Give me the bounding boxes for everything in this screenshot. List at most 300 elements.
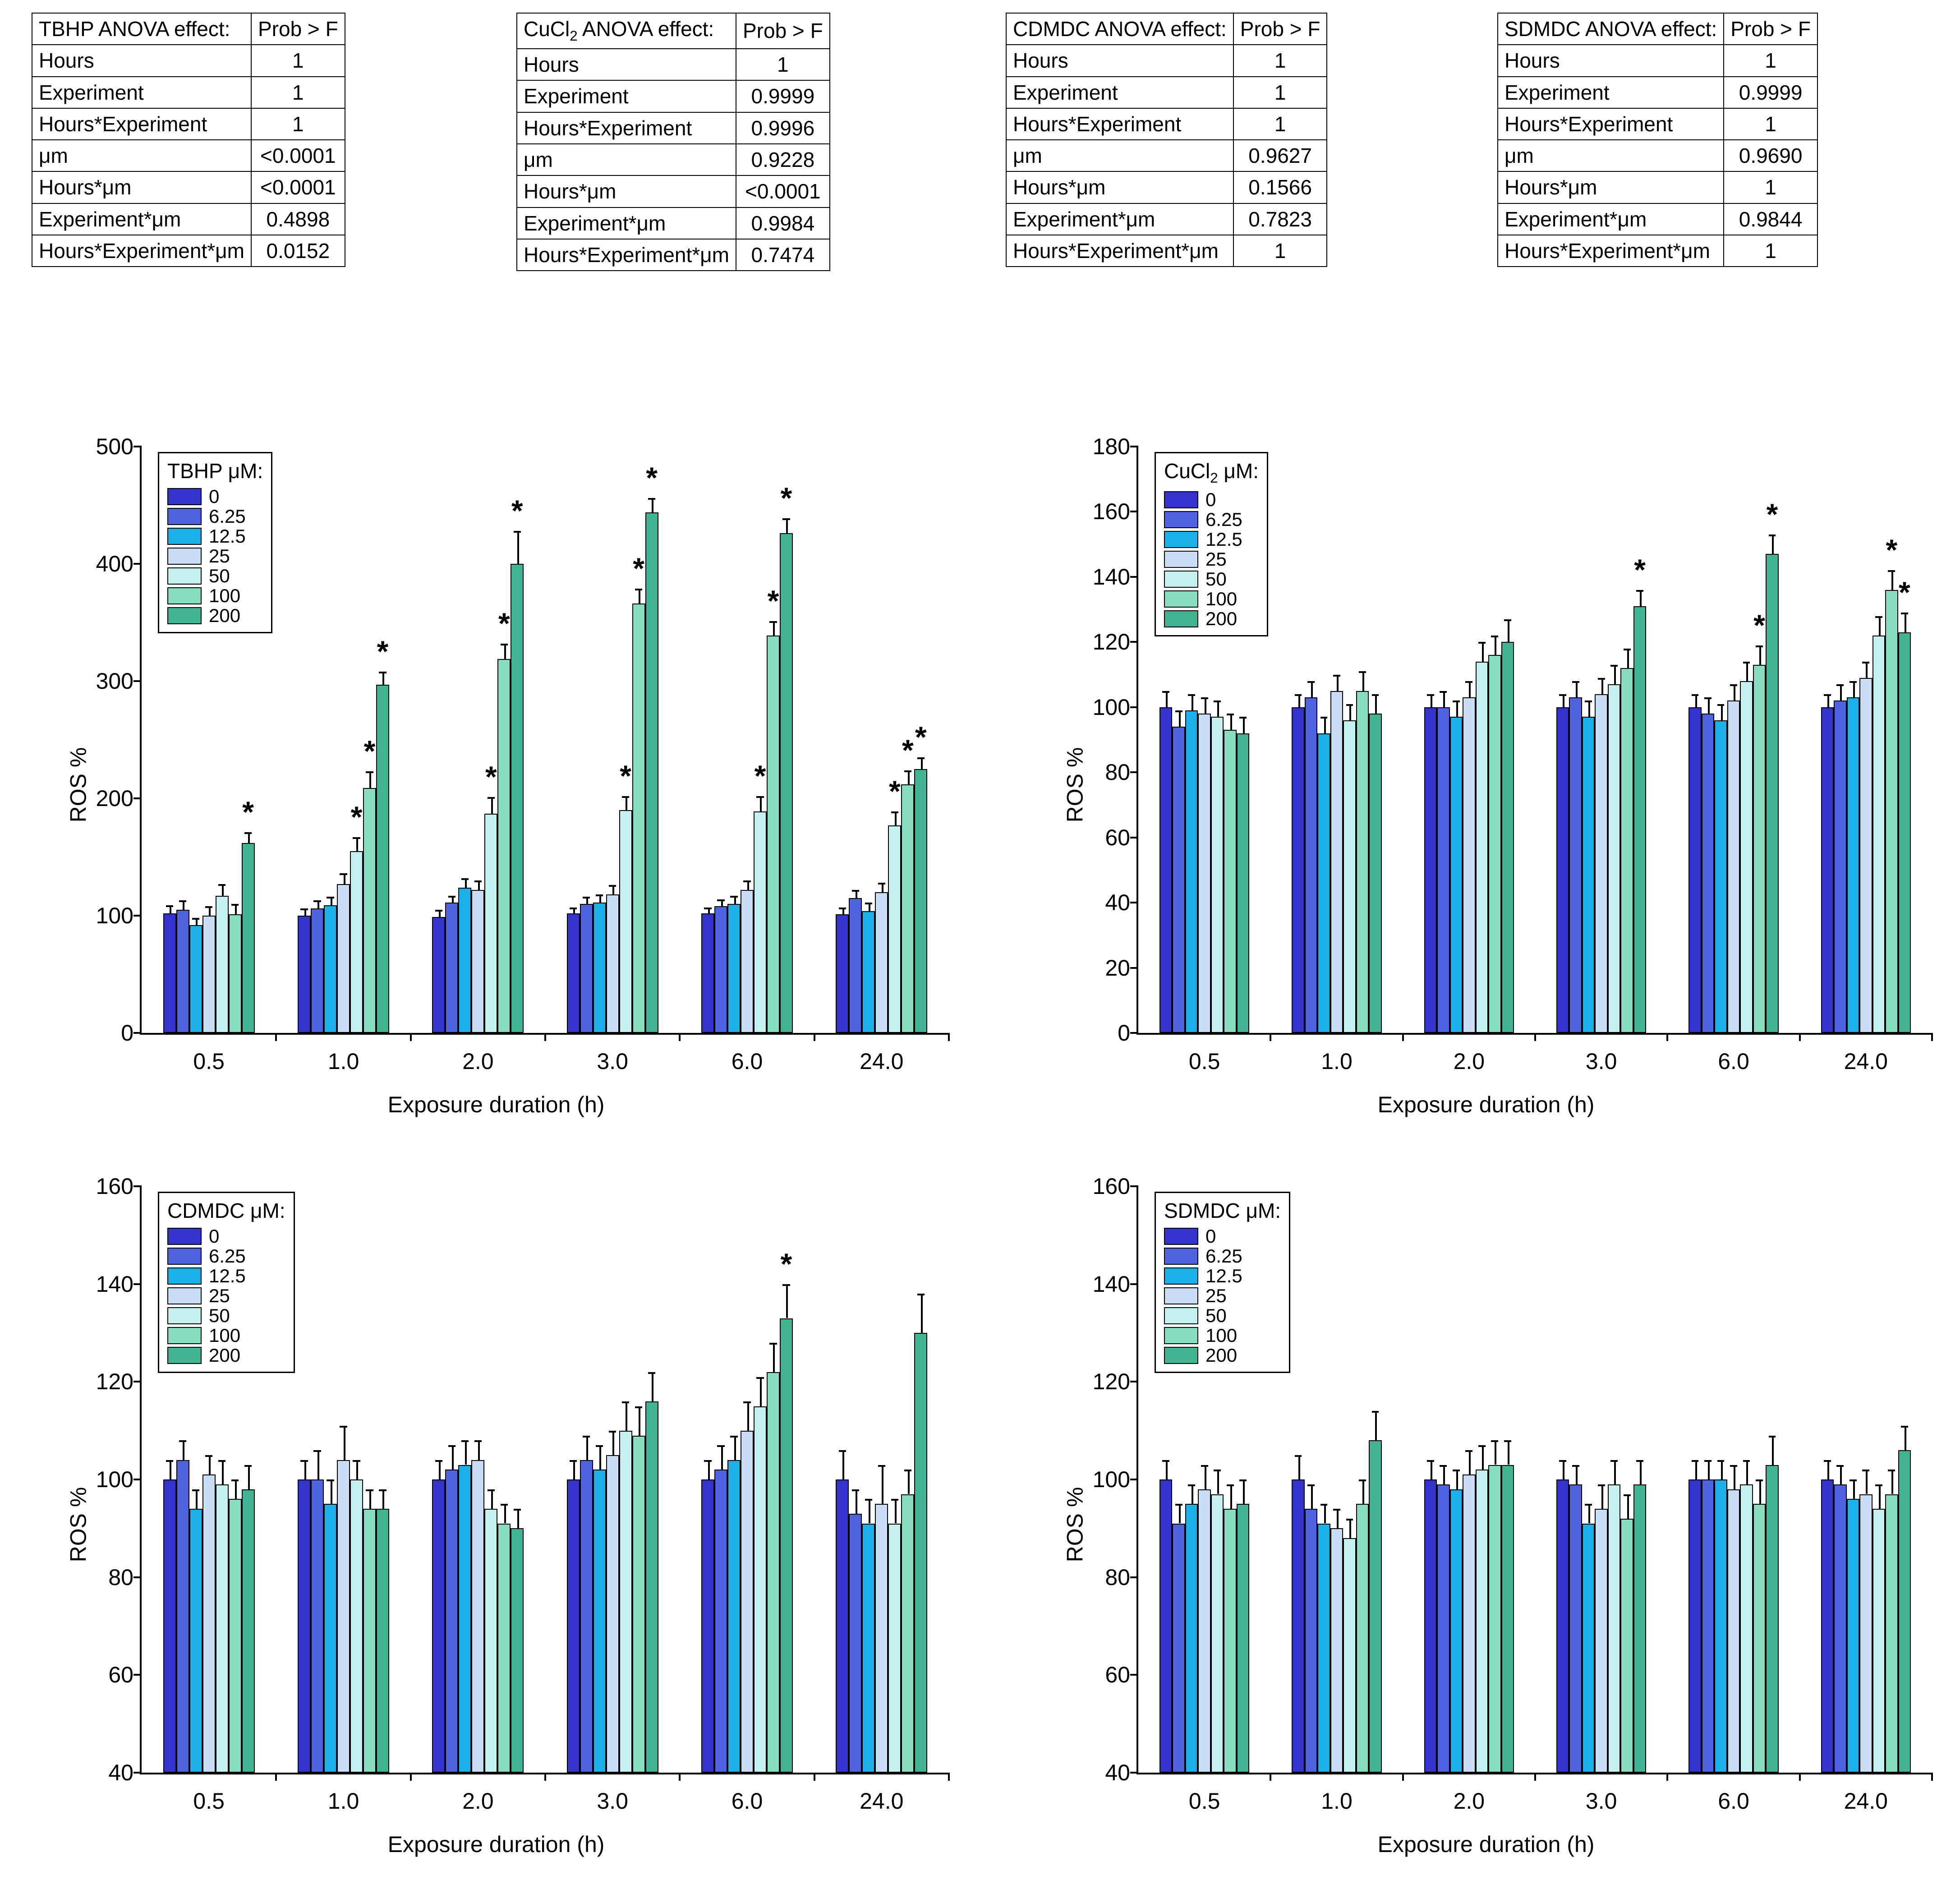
anova-prob-value: <0.0001: [251, 140, 345, 171]
error-bar: [183, 1440, 184, 1460]
bar-cucl2-g4-s1: [1702, 714, 1714, 1033]
error-bar: [1866, 1470, 1868, 1494]
error-bar-cap: [1214, 1470, 1221, 1471]
legend-item: [167, 1226, 285, 1246]
error-bar-cap: [1636, 590, 1643, 592]
bar-tbhp-g3-s3: [606, 894, 619, 1033]
error-bar: [895, 811, 897, 825]
error-bar: [170, 1460, 171, 1479]
legend-swatch: [1164, 1287, 1198, 1304]
bar-sdmdc-g0-s4: [1211, 1494, 1224, 1773]
legend-label: 200: [209, 1345, 241, 1366]
legend-swatch: [1164, 1248, 1198, 1265]
error-bar-cap: [1862, 1470, 1869, 1471]
error-bar-cap: [218, 1460, 225, 1462]
legend-label: 25: [209, 1285, 230, 1306]
error-bar-cap: [1440, 1465, 1447, 1467]
bar-cucl2-g5-s5: [1885, 590, 1898, 1033]
y-axis-tick-mark: [133, 915, 142, 917]
y-axis-tick-label: 140: [96, 1271, 133, 1297]
error-bar: [356, 1460, 358, 1479]
bar-cucl2-g4-s4: [1740, 681, 1753, 1033]
bar-cucl2-g3-s2: [1582, 717, 1595, 1033]
error-bar-cap: [244, 1465, 252, 1467]
x-axis-label: Exposure duration (h): [1377, 1092, 1595, 1117]
error-bar-cap: [1559, 1460, 1566, 1462]
anova-prob-value: 0.9627: [1233, 140, 1327, 171]
legend-item: [167, 1246, 285, 1266]
legend-swatch: [1164, 571, 1198, 588]
bar-cdmdc-g2-s6: [511, 1528, 524, 1773]
table-row: [1498, 235, 1817, 267]
error-bar: [1230, 714, 1232, 730]
bar-cucl2-g0-s2: [1185, 710, 1198, 1033]
error-bar-cap: [1585, 1504, 1592, 1506]
table-row: [517, 239, 830, 271]
error-bar-cap: [1756, 1479, 1763, 1481]
anova-effect-label: Hours*μm: [1498, 171, 1724, 203]
error-bar-cap: [839, 1450, 846, 1452]
table-row: [517, 49, 830, 80]
table-row: [517, 144, 830, 175]
error-bar: [1337, 1509, 1339, 1528]
error-bar: [452, 1445, 454, 1470]
error-bar-cap: [179, 900, 186, 902]
error-bar-cap: [839, 908, 846, 909]
x-axis-tick-mark: [544, 1033, 546, 1041]
legend-label: 0: [1205, 489, 1216, 511]
bar-sdmdc-g2-s1: [1437, 1484, 1449, 1773]
error-bar: [1375, 694, 1377, 714]
x-axis-tick-mark: [1931, 1033, 1933, 1041]
bar-cucl2-g4-s3: [1727, 700, 1740, 1033]
error-bar-cap: [622, 796, 629, 798]
error-bar-cap: [366, 771, 373, 773]
error-bar: [517, 531, 519, 564]
error-bar-cap: [340, 873, 347, 875]
error-bar-cap: [609, 1431, 616, 1433]
error-bar: [369, 771, 371, 788]
anova-table-tbhp: [32, 13, 345, 267]
legend-swatch: [167, 1327, 202, 1344]
error-bar: [504, 644, 506, 659]
significance-marker: *: [767, 584, 779, 618]
error-bar: [491, 1489, 493, 1509]
error-bar-cap: [1440, 691, 1447, 693]
bar-cdmdc-g4-s3: [741, 1431, 754, 1773]
bar-sdmdc-g3-s0: [1556, 1479, 1569, 1773]
legend-swatch: [1164, 590, 1198, 608]
error-bar-cap: [448, 896, 455, 898]
legend-swatch: [1164, 551, 1198, 568]
error-bar: [639, 1406, 640, 1436]
x-axis-tick-mark: [410, 1773, 412, 1781]
table-row: [1006, 45, 1327, 76]
anova-header-effect: CuCl$_2$ ANOVA effect:: [517, 13, 736, 49]
anova-table-body-tbhp: [32, 13, 345, 267]
table-row: [32, 45, 345, 76]
legend-label: 12.5: [1205, 529, 1242, 550]
anova-header-row: [32, 13, 345, 45]
y-axis-label: ROS %: [65, 747, 91, 823]
legend-swatch: [1164, 491, 1198, 508]
table-row: [1006, 235, 1327, 267]
y-axis-tick-label: 80: [108, 1564, 133, 1590]
x-axis-tick-label: 6.0: [1718, 1788, 1749, 1814]
significance-marker: *: [646, 461, 658, 495]
legend-swatch: [1164, 1228, 1198, 1245]
anova-header-row: [1498, 13, 1817, 45]
error-bar: [573, 1460, 575, 1479]
anova-prob-value: 0.4898: [251, 203, 345, 235]
y-axis-tick-mark: [1130, 1674, 1138, 1676]
table-row: [517, 112, 830, 144]
error-bar: [1482, 1445, 1484, 1470]
error-bar-cap: [1478, 642, 1486, 644]
legend-item: [167, 1286, 285, 1306]
x-axis-tick-label: 0.5: [193, 1788, 225, 1814]
anova-effect-label: Hours*Experiment*μm: [1006, 235, 1233, 267]
error-bar: [248, 1465, 250, 1489]
x-axis-tick-label: 6.0: [1718, 1049, 1749, 1074]
anova-effect-label: Hours*Experiment*μm: [1498, 235, 1724, 267]
y-axis-tick-label: 100: [96, 903, 133, 928]
legend-item: [1164, 589, 1259, 609]
error-bar: [222, 1460, 224, 1484]
error-bar: [1891, 1470, 1893, 1494]
error-bar-cap: [474, 880, 482, 882]
anova-effect-label: Hours*Experiment: [1006, 108, 1233, 140]
error-bar: [1576, 1465, 1578, 1484]
bar-sdmdc-g2-s2: [1450, 1489, 1463, 1773]
bar-sdmdc-g4-s3: [1727, 1489, 1740, 1773]
y-axis-tick-label: 180: [1092, 434, 1130, 459]
error-bar: [209, 1455, 211, 1474]
table-row: [517, 207, 830, 239]
error-bar: [652, 1372, 653, 1401]
bar-cucl2-g2-s4: [1476, 662, 1488, 1033]
anova-header-row: [1006, 13, 1327, 45]
bar-tbhp-g2-s4: [484, 814, 497, 1033]
error-bar-cap: [852, 890, 859, 892]
legend-title: CuCl$_2$ μM:: [1164, 459, 1259, 486]
x-axis-tick-mark: [1666, 1033, 1668, 1041]
bar-sdmdc-g0-s0: [1159, 1479, 1172, 1773]
x-axis-tick-label: 3.0: [597, 1049, 628, 1074]
error-bar: [1495, 636, 1496, 655]
anova-prob-value: 1: [1724, 235, 1817, 267]
error-bar-cap: [179, 1440, 186, 1442]
error-bar: [1708, 1460, 1710, 1479]
bar-tbhp-g3-s4: [619, 810, 632, 1033]
legend-item: [167, 1306, 285, 1326]
error-bar: [465, 1440, 467, 1465]
error-bar: [869, 1499, 870, 1523]
x-axis-tick-label: 0.5: [1188, 1049, 1220, 1074]
error-bar: [517, 1509, 519, 1528]
error-bar-cap: [1824, 694, 1831, 696]
error-bar-cap: [501, 644, 508, 645]
legend-swatch: [167, 528, 202, 545]
bar-cucl2-g4-s0: [1689, 707, 1701, 1033]
table-row: [32, 171, 345, 203]
significance-marker: *: [498, 606, 510, 640]
bar-cdmdc-g5-s6: [914, 1333, 927, 1773]
legend-label: 6.25: [209, 506, 246, 527]
y-axis-tick-mark: [1130, 1576, 1138, 1578]
anova-table-cucl2: [516, 13, 830, 271]
error-bar-cap: [596, 1445, 603, 1447]
error-bar: [1192, 1484, 1193, 1504]
error-bar: [1205, 1465, 1206, 1489]
anova-effect-label: Experiment*μm: [1006, 203, 1233, 235]
error-bar-cap: [448, 1445, 455, 1447]
y-axis-tick-label: 120: [1092, 1369, 1130, 1395]
error-bar: [1349, 704, 1351, 720]
legend-label: 6.25: [1205, 509, 1242, 530]
x-axis-tick-mark: [544, 1773, 546, 1781]
error-bar-cap: [379, 1489, 386, 1491]
x-axis-tick-mark: [275, 1033, 277, 1041]
error-bar-cap: [1730, 1465, 1737, 1467]
error-bar-cap: [1610, 1460, 1618, 1462]
x-axis-tick-mark: [948, 1033, 950, 1041]
error-bar-cap: [300, 908, 308, 910]
y-axis-tick-label: 200: [96, 786, 133, 811]
bar-cdmdc-g5-s5: [901, 1494, 914, 1773]
anova-table-sdmdc: [1497, 13, 1818, 267]
error-bar-cap: [1465, 1450, 1472, 1452]
error-bar: [842, 1450, 844, 1479]
y-axis-tick-mark: [1130, 576, 1138, 578]
table-row: [1498, 140, 1817, 171]
bar-cdmdc-g5-s2: [862, 1524, 875, 1773]
bar-tbhp-g1-s1: [311, 908, 324, 1033]
bar-cdmdc-g2-s0: [432, 1479, 445, 1773]
bar-cucl2-g4-s6: [1766, 554, 1778, 1033]
anova-table-body-sdmdc: [1498, 13, 1817, 267]
error-bar-cap: [1320, 717, 1328, 719]
error-bar-cap: [1465, 681, 1472, 683]
anova-effect-label: μm: [517, 144, 736, 175]
legend-item: [167, 1326, 285, 1345]
error-bar-cap: [1307, 681, 1315, 683]
significance-marker: *: [915, 720, 927, 754]
error-bar: [1482, 642, 1484, 661]
error-bar: [652, 498, 653, 512]
legend-item: [1164, 530, 1259, 549]
error-bar-cap: [1610, 665, 1618, 667]
error-bar: [1166, 1460, 1168, 1479]
x-axis-tick-label: 0.5: [1188, 1788, 1220, 1814]
significance-marker: *: [620, 759, 631, 793]
bar-cdmdc-g3-s5: [632, 1436, 645, 1773]
error-bar: [1311, 681, 1313, 697]
error-bar-cap: [1901, 613, 1908, 614]
x-axis-tick-mark: [1270, 1033, 1271, 1041]
error-bar-cap: [1491, 636, 1498, 637]
anova-effect-label: Experiment*μm: [1498, 203, 1724, 235]
bar-tbhp-g0-s2: [189, 925, 202, 1033]
legend-label: 50: [209, 1305, 230, 1326]
table-row: [1498, 108, 1817, 140]
anova-header-prob: Prob > F: [1724, 13, 1817, 45]
anova-effect-label: μm: [1498, 140, 1724, 171]
bar-cdmdc-g1-s2: [324, 1504, 337, 1773]
bar-cdmdc-g1-s0: [298, 1479, 311, 1773]
error-bar: [1205, 697, 1206, 714]
significance-marker: *: [1886, 533, 1898, 567]
x-axis-label: Exposure duration (h): [1377, 1832, 1595, 1857]
error-bar-cap: [1201, 697, 1208, 699]
x-axis-tick-label: 6.0: [731, 1788, 763, 1814]
table-row: [32, 108, 345, 140]
y-axis-tick-mark: [133, 1032, 142, 1034]
anova-header-row: [517, 13, 830, 49]
bar-cdmdc-g3-s6: [645, 1401, 658, 1773]
bar-cdmdc-g2-s2: [458, 1465, 471, 1773]
legend-item: [1164, 1286, 1281, 1306]
error-bar-cap: [1359, 1479, 1366, 1481]
error-bar: [1443, 691, 1445, 707]
legend-label: 0: [209, 486, 220, 507]
anova-prob-value: 1: [1724, 171, 1817, 203]
y-axis-tick-mark: [1130, 446, 1138, 447]
error-bar: [504, 1504, 506, 1523]
y-axis-tick-mark: [133, 680, 142, 682]
error-bar: [1879, 1484, 1881, 1509]
error-bar-cap: [1333, 675, 1340, 677]
error-bar-cap: [313, 900, 321, 902]
bar-sdmdc-g1-s2: [1317, 1524, 1330, 1773]
anova-prob-value: 0.9984: [736, 207, 830, 239]
x-axis-tick-mark: [410, 1033, 412, 1041]
bar-sdmdc-g1-s6: [1369, 1440, 1381, 1773]
table-row: [1006, 77, 1327, 108]
bar-cucl2-g3-s1: [1569, 697, 1582, 1033]
error-bar: [1614, 665, 1616, 684]
y-axis-tick-mark: [133, 446, 142, 447]
error-bar: [1230, 1484, 1232, 1509]
error-bar-cap: [1730, 684, 1737, 686]
bar-tbhp-g4-s6: [780, 533, 793, 1033]
chart-cdmdc: [27, 1173, 965, 1876]
bar-sdmdc-g3-s4: [1608, 1484, 1620, 1773]
x-axis-tick-mark: [1931, 1773, 1933, 1781]
anova-prob-value: 0.1566: [1233, 171, 1327, 203]
error-bar-cap: [461, 1440, 469, 1442]
bar-tbhp-g4-s5: [767, 636, 780, 1033]
bar-sdmdc-g4-s5: [1753, 1504, 1766, 1773]
bar-tbhp-g2-s6: [511, 564, 524, 1033]
x-axis-tick-label: 2.0: [1453, 1788, 1485, 1814]
bar-cucl2-g1-s5: [1356, 691, 1369, 1033]
bar-tbhp-g4-s0: [701, 913, 714, 1033]
bar-cucl2-g5-s6: [1898, 632, 1911, 1033]
error-bar-cap: [1333, 1509, 1340, 1511]
error-bar-cap: [1572, 681, 1579, 683]
y-axis-tick-mark: [1130, 1479, 1138, 1480]
legend-title: TBHP μM:: [167, 459, 263, 483]
legend-item: [1164, 569, 1259, 589]
x-axis-tick-mark: [679, 1773, 681, 1781]
error-bar: [747, 1401, 749, 1431]
bar-cdmdc-g4-s5: [767, 1372, 780, 1773]
legend-swatch: [167, 1287, 202, 1304]
error-bar-cap: [192, 918, 199, 920]
table-row: [1498, 77, 1817, 108]
bar-cucl2-g2-s5: [1488, 655, 1501, 1033]
legend-item: [167, 1345, 285, 1365]
bar-cdmdc-g5-s3: [875, 1504, 888, 1773]
error-bar-cap: [205, 1455, 212, 1457]
error-bar: [626, 796, 627, 810]
bar-sdmdc-g2-s5: [1488, 1465, 1501, 1773]
error-bar: [734, 1436, 736, 1460]
bar-cucl2-g3-s0: [1556, 707, 1569, 1033]
error-bar-cap: [514, 1509, 521, 1511]
legend-item: [1164, 1266, 1281, 1286]
y-axis-tick-label: 300: [96, 668, 133, 694]
anova-prob-value: 0.9996: [736, 112, 830, 144]
legend-label: 6.25: [1205, 1245, 1242, 1267]
error-bar-cap: [1624, 649, 1631, 650]
chart-sdmdc: [1024, 1173, 1948, 1876]
anova-effect-label: Hours*Experiment*μm: [32, 235, 251, 267]
error-bar: [1840, 684, 1842, 700]
x-axis-tick-mark: [275, 1773, 277, 1781]
anova-prob-value: 0.7474: [736, 239, 830, 271]
legend-swatch: [167, 587, 202, 604]
error-bar-cap: [1559, 694, 1566, 696]
error-bar-cap: [1372, 1411, 1379, 1413]
anova-prob-value: 0.9228: [736, 144, 830, 175]
error-bar-cap: [865, 903, 872, 904]
y-axis-tick-label: 0: [1118, 1020, 1130, 1046]
x-axis-tick-mark: [1402, 1033, 1404, 1041]
bar-sdmdc-g0-s6: [1237, 1504, 1249, 1773]
error-bar-cap: [1598, 1484, 1605, 1486]
bar-cucl2-g0-s3: [1198, 714, 1210, 1033]
x-axis-tick-mark: [948, 1773, 950, 1781]
error-bar-cap: [327, 897, 334, 899]
legend-label: 25: [1205, 1285, 1227, 1306]
error-bar-cap: [1504, 1440, 1511, 1442]
error-bar: [356, 837, 358, 851]
legend-label: 200: [1205, 608, 1238, 630]
error-bar-cap: [717, 1445, 724, 1447]
error-bar: [1601, 1484, 1603, 1509]
bar-cdmdc-g3-s2: [593, 1470, 606, 1773]
bar-cucl2-g1-s4: [1343, 720, 1356, 1033]
bar-cucl2-g5-s3: [1859, 678, 1872, 1033]
error-bar: [1695, 694, 1697, 707]
error-bar: [382, 672, 384, 685]
error-bar: [1443, 1465, 1445, 1484]
legend-label: 50: [1205, 1305, 1227, 1326]
error-bar-cap: [1888, 570, 1895, 572]
table-row: [32, 140, 345, 171]
bar-sdmdc-g2-s0: [1424, 1479, 1437, 1773]
table-row: [1006, 171, 1327, 203]
anova-header-effect: TBHP ANOVA effect:: [32, 13, 251, 45]
bar-sdmdc-g1-s0: [1292, 1479, 1304, 1773]
y-axis-tick-label: 100: [96, 1467, 133, 1492]
error-bar-cap: [1704, 697, 1712, 699]
bar-cucl2-g0-s1: [1172, 727, 1185, 1033]
anova-header-prob: Prob > F: [1233, 13, 1327, 45]
bar-cdmdc-g1-s4: [350, 1479, 363, 1773]
